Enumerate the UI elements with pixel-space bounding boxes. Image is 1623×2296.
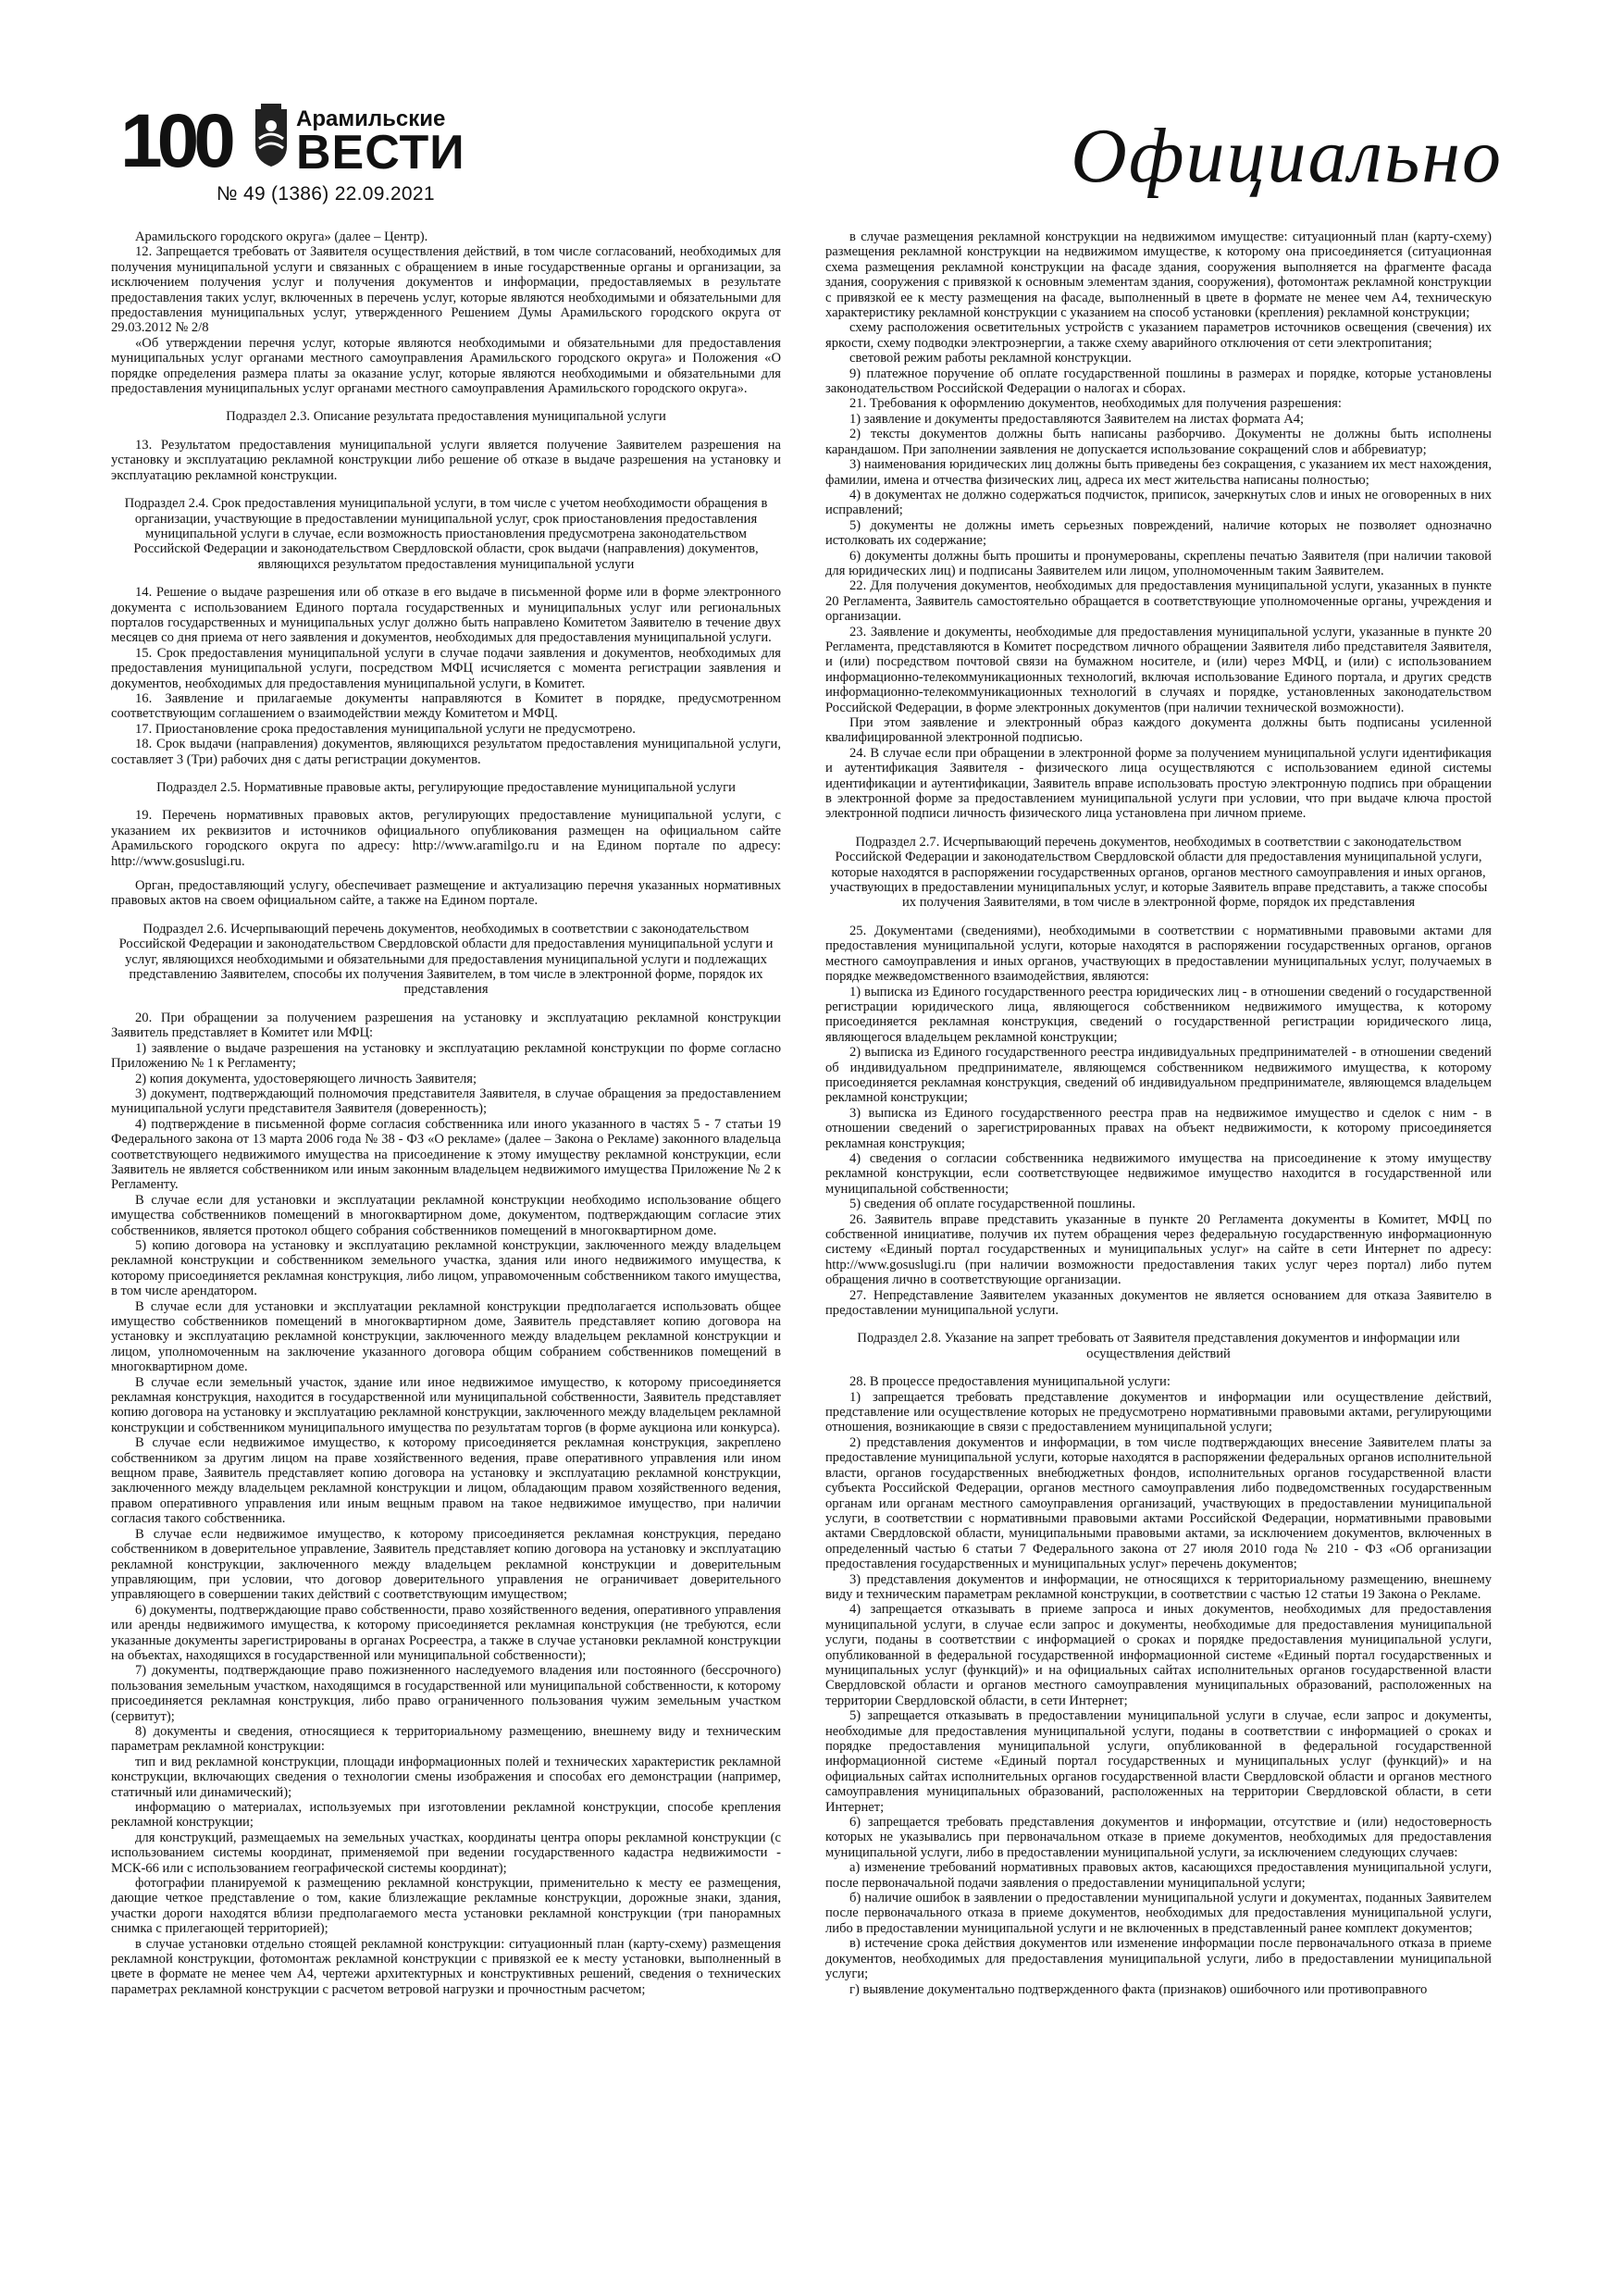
paragraph: 15. Срок предоставления муниципальной услуги в случае подачи заявления и документов, необходимых для предоставления муниципальной услуги, посредством МФЦ исчисляется с момента регистрации заявления и документов, необходимых для предоставления муниципальной услуги, в Комитет. [111, 645, 781, 691]
left-column [111, 230, 781, 1997]
paragraph: 27. Непредставление Заявителем указанных документов не является основанием для отказа Заявителю в предоставлении муниципальной услуги. [825, 1287, 1492, 1319]
paragraph: 2) копия документа, удостоверяющего личность Заявителя; [135, 1071, 477, 1086]
logo-bottom-text: ВЕСТИ [296, 126, 465, 180]
paragraph-gap [111, 869, 781, 878]
subsection-heading: Подраздел 2.3. Описание результата предоставления муниципальной услуги [226, 409, 666, 425]
paragraph: 6) запрещается требовать представления документов и информации, отсутствие и (или) недостоверность которых не указывались при первоначальном отказе в приеме документов, необходимых для предоставления муниципальной услуги, либо в предоставлении муниципальной услуги, за исключением следующих случаев: [825, 1815, 1492, 1860]
paragraph: 25. Документами (сведениями), необходимыми в соответствии с нормативными правовыми актами для предоставления муниципальной услуги, которые находятся в распоряжении государственных органов, органов местного самоуправления и иных органов, участвующих в предоставлении муниципальных услуг, получаемых в порядке межведомственного взаимодействия, являются: [825, 923, 1492, 985]
paragraph: 24. В случае если при обращении в электронной форме за получением муниципальной услуги идентификация и аутентификация Заявителя - физического лица осуществляются с использованием единой системы идентификации и аутентификации, Заявитель вправе использовать простую электронную подпись при обращении в электронной форме за предоставлением муниципальной услуги при условии, что при выдаче ключа простой электронной подписи личность физического лица установлена при личном приеме. [825, 745, 1492, 822]
paragraph: информацию о материалах, используемых при изготовлении рекламной конструкции, способе крепления рекламной конструкции; [111, 1800, 781, 1831]
logo-top-text: Арамильские [296, 106, 446, 131]
paragraph: В случае если для установки и эксплуатации рекламной конструкции необходимо использование общего имущества собственников помещений в многоквартирном доме, документом, подтверждающим согласие этих собственников, является протокол общего собрания собственников помещений в многоквартирном доме. [111, 1192, 781, 1238]
paragraph: а) изменение требований нормативных правовых актов, касающихся предоставления муниципальной услуги, после первоначальной подачи заявления о предоставлении муниципальной услуги; [825, 1860, 1492, 1891]
paragraph: в) истечение срока действия документов или изменение информации после первоначального отказа в приеме документов, необходимых для предоставления муниципальной услуги, либо в предоставлении муниципальной услуги; [825, 1936, 1492, 1982]
paragraph: 4) запрещается отказывать в приеме запроса и иных документов, необходимых для предоставления муниципальной услуги, в случае если запрос и документы, необходимые для предоставления муниципальной услуги, поданы в соответствии с информацией о сроках и порядке предоставления муниципальной услуги, опубликованной в федеральной государственной информационной системе «Единый портал государственных и муниципальных услуг (функций)» и на официальных сайтах исполнительных органов государственной власти Свердловской области и органов местного самоуправления муниципальных образований, расположенных на территории Свердловской области, в сети Интернет; [825, 1602, 1492, 1708]
paragraph: 14. Решение о выдаче разрешения или об отказе в его выдаче в письменной форме или в форме электронного документа с использованием Единого портала государственных и муниципальных услуг или региональных порталов государственных и муниципальных услуг должно быть направлено Комитетом Заявителю в течение двух месяцев со дня приема от него заявления и документов, необходимых для предоставления муниципальной услуги. [111, 585, 781, 646]
coat-of-arms-icon [255, 104, 287, 167]
paragraph: схему расположения осветительных устройств с указанием параметров источников освещения (свечения) их яркости, схему подводки электроэнергии, а также схему аварийного отключения от сети электропитания; [825, 320, 1492, 351]
paragraph: 1) выписка из Единого государственного реестра юридических лиц - в отношении сведений о государственной регистрации юридического лица, являющегося собственником недвижимого имущества, к которому присоединяется рекламная конструкция, сведений о государственной регистрации юридического лица, являющегося владельцем рекламной конструкции; [825, 984, 1492, 1045]
section-title: Официально [1071, 113, 1503, 199]
paragraph: 5) копию договора на установку и эксплуатацию рекламной конструкции, заключенного между владельцем рекламной конструкции и собственником земельного участка, здания или иного недвижимого имущества, к которому присоединяется рекламная конструкция, либо лицом, управомоченным собственником такого имущества, в том числе арендатором. [111, 1237, 781, 1299]
paragraph: 2) выписка из Единого государственного реестра индивидуальных предпринимателей - в отношении сведений об индивидуальном предпринимателе, являющемся собственником недвижимого имущества, к которому присоединяется рекламная конструкция, сведений об индивидуальном предпринимателе, являющемся владельцем рекламной конструкции; [825, 1045, 1492, 1106]
paragraph: 1) заявление и документы предоставляются Заявителем на листах формата А4; [849, 411, 1305, 427]
paragraph: В случае если недвижимое имущество, к которому присоединяется рекламная конструкция, закреплено собственником за другим лицом на праве хозяйственного ведения, праве оперативного управления или ином вещном праве, Заявитель представляет копию договора на установку и эксплуатацию рекламной конструкции, заключенного между владельцем рекламной конструкции и лицом, обладающим правом хозяйственного ведения, правом оперативного управления или иным вещным правом на такое недвижимое имущество, при наличии согласия такого собственника. [111, 1435, 781, 1527]
paragraph: 19. Перечень нормативных правовых актов, регулирующих предоставление муниципальной услуги, с указанием их реквизитов и источников официального опубликования размещен на официальном сайте Арамильского городского округа по адресу: http://www.aramilgo.ru и на Едином портале по адресу: http://www.gosuslugi.ru. [111, 808, 781, 869]
paragraph: в случае размещения рекламной конструкции на недвижимом имуществе: ситуационный план (карту-схему) размещения рекламной конструкции на недвижимом имуществе, к которому она присоединяется (ситуационная схема размещения рекламной конструкции на фасаде здания, сооружения выполняется на фрагменте фасада здания, сооружения с привязкой к основным элементам здания, сооружения), фотомонтаж рекламной конструкции с привязкой ее к месту размещения на фасаде, выполненный в цвете в формате не менее чем А4, техническую характеристику рекламной конструкции с указанием на способ установки (крепления) рекламной конструкции; [825, 230, 1492, 321]
paragraph: 12. Запрещается требовать от Заявителя осуществления действий, в том числе согласований, необходимых для получения муниципальной услуги и связанных с обращением в иные государственные органы и организации, за исключением получения услуг и получения документов и информации, предоставляемых в результате предоставления таких услуг, включенных в перечень услуг, которые являются необходимыми и обязательными для предоставления муниципальных услуг, утвержденного Решением Думы Арамильского городского округа от 29.03.2012 № 2/8 [111, 244, 781, 336]
paragraph: 18. Срок выдачи (направления) документов, являющихся результатом предоставления муниципальной услуги, составляет 3 (Три) рабочих дня с даты регистрации документов. [111, 737, 781, 767]
paragraph: 28. В процессе предоставления муниципальной услуги: [849, 1374, 1171, 1390]
paragraph: 3) выписка из Единого государственного реестра прав на недвижимое имущество и сделок с ним - в отношении сведений о зарегистрированных правах на объект недвижимости, к которому присоединяется рекламная конструкция; [825, 1105, 1492, 1151]
right-column [825, 230, 1492, 1997]
paragraph: в случае установки отдельно стоящей рекламной конструкции: ситуационный план (карту-схему) размещения рекламной конструкции, фотомонтаж рекламной конструкции с привязкой ее к месту установки, выполненный в цвете в формате не менее чем А4, чертежи архитектурных и конструктивных решений, сведения о технических параметрах рекламной конструкции с расчетом ветровой нагрузки и прочностным расчетом; [111, 1936, 781, 1997]
subsection-heading: Подраздел 2.7. Исчерпывающий перечень документов, необходимых в соответствии с законодательством Российской Федерации и законодательством Свердловской области для предоставления муниципальной услуги, которые находятся в распоряжении государственных органов, органов местного самоуправления и иных органов, участвующих в предоставлении муниципальных услуг, и которые Заявитель вправе представить, а также способы их получения Заявителями, в том числе в электронной форме, порядок их представления [829, 834, 1488, 911]
paragraph: В случае если для установки и эксплуатации рекламной конструкции предполагается использовать общее имущество собственников помещений в многоквартирном доме, Заявитель представляет копию договора на установку и эксплуатацию рекламной конструкции, заключенного между владельцем рекламной конструкции и лицом, уполномоченным на заключение указанного договора общим собранием собственников помещений в многоквартирном доме. [111, 1298, 781, 1375]
paragraph: «Об утверждении перечня услуг, которые являются необходимыми и обязательными для предоставления муниципальных услуг органами местного самоуправления Арамильского городского округа» и Положения «О порядке определения размера платы за оказание услуг, которые являются необходимыми и обязательными для предоставления муниципальных услуг органами местного самоуправления Арамильского городского округа». [111, 335, 781, 397]
paragraph: 6) документы должны быть прошиты и пронумерованы, скреплены печатью Заявителя (при наличии таковой для юридических лиц) и подписаны Заявителем или лицом, уполномоченным таким Заявителем. [825, 548, 1492, 578]
paragraph: 3) документ, подтверждающий полномочия представителя Заявителя, в случае обращения за предоставлением муниципальной услуги представителя Заявителя (доверенность); [111, 1086, 781, 1117]
paragraph: 2) тексты документов должны быть написаны разборчиво. Документы не должны быть исполнены карандашом. При заполнении заявления не допускается использование сокращений слов и аббревиатур; [825, 427, 1492, 457]
paragraph: Орган, предоставляющий услугу, обеспечивает размещение и актуализацию перечня указанных нормативных правовых актов на своем официальном сайте, а также на Едином портале. [111, 878, 781, 909]
paragraph: б) наличие ошибок в заявлении о предоставлении муниципальной услуги и документах, поданных Заявителем после первоначального отказа в приеме документов, необходимых для предоставления муниципальной услуги, либо в предоставлении муниципальной услуги и не включенных в представленный ранее комплект документов; [825, 1891, 1492, 1936]
paragraph: 4) сведения о согласии собственника недвижимого имущества на присоединение к этому имуществу рекламной конструкции, если соответствующее недвижимое имущество находится в государственной или муниципальной собственности; [825, 1150, 1492, 1197]
subsection-heading: Подраздел 2.6. Исчерпывающий перечень документов, необходимых в соответствии с законодательством Российской Федерации и законодательством Свердловской области для предоставления муниципальной услуги и услуг, являющихся необходимыми и обязательными для предоставления муниципальной услуги и подлежащих представлению Заявителем, способы их получения Заявителем, в том числе в электронной форме, порядок их представления [118, 921, 774, 998]
paragraph: 6) документы, подтверждающие право собственности, право хозяйственного ведения, оперативного управления или аренды недвижимого имущества, к которому присоединяется рекламная конструкция (не требуются, если указанные документы зарегистрированы в органах Росреестра, а также в случае установки рекламной конструкции на объектах, находящихся в государственной или муниципальной собственности); [111, 1602, 781, 1663]
paragraph: 20. При обращении за получением разрешения на установку и эксплуатацию рекламной конструкции Заявитель представляет в Комитет или МФЦ: [111, 1010, 781, 1041]
paragraph: г) выявление документально подтвержденного факта (признаков) ошибочного или противоправного [849, 1981, 1428, 1997]
paragraph: 23. Заявление и документы, необходимые для предоставления муниципальной услуги, указанные в пункте 20 Регламента, представляются в Комитет посредством личного обращении Заявителя либо представителя Заявителя, и (или) посредством почтовой связи на бумажном носителе, и (или) через МФЦ, и (или) с использованием информационно-телекоммуникационных технологий, включая использование Единого портала, и других средств информационно-телекоммуникационных технологий в случаях и порядке, установленных законодательством Российской Федерации, в форме электронных документов (при наличии технической возможности). [825, 624, 1492, 715]
paragraph: При этом заявление и электронный образ каждого документа должны быть подписаны усиленной квалифицированной электронной подписью. [825, 715, 1492, 746]
paragraph: 1) запрещается требовать представление документов и информации или осуществление действий, представление или осуществление которых не предусмотрено нормативными правовыми актами, регулирующими отношения, возникающие в связи с предоставлением муниципальной услуги; [825, 1389, 1492, 1435]
paragraph: 13. Результатом предоставления муниципальной услуги является получение Заявителем разрешения на установку и эксплуатацию рекламной конструкции либо решение об отказе в выдаче разрешения на установку и эксплуатацию рекламной конструкции. [111, 437, 781, 483]
paragraph: Арамильского городского округа» (далее – Центр). [135, 230, 428, 244]
paragraph: 3) наименования юридических лиц должны быть приведены без сокращения, с указанием их мест нахождения, фамилии, имена и отчества физических лиц, адреса их мест жительства написаны полностью; [825, 457, 1492, 488]
subsection-heading: Подраздел 2.8. Указание на запрет требовать от Заявителя представления документов и информации или осуществления действий [857, 1331, 1460, 1361]
paragraph: 3) представления документов и информации, не относящихся к территориальному размещению, внешнему виду и техническим параметрам рекламной конструкции, в соответствии с частью 12 статьи 19 Закона о Рекламе. [825, 1571, 1492, 1602]
paragraph: 22. Для получения документов, необходимых для предоставления муниципальной услуги, указанных в пункте 20 Регламента, Заявитель самостоятельно обращается в соответствующие уполномоченные органы, учреждения и организации. [825, 578, 1492, 625]
paragraph: 17. Приостановление срока предоставления муниципальной услуги не предусмотрено. [135, 721, 636, 737]
paragraph: 21. Требования к оформлению документов, необходимых для получения разрешения: [849, 396, 1342, 412]
paragraph: фотографии планируемой к размещению рекламной конструкции, применительно к месту ее размещения, дающие четкое представление о том, какие близлежащие рекламные конструкции, дорожные знаки, здания, участки дороги находятся вблизи предполагаемого места установки рекламной конструкции (три панорамных снимка с прилегающей территорией); [111, 1876, 781, 1937]
paragraph: 9) платежное поручение об оплате государственной пошлины в размерах и порядке, которые установлены законодательством Российской Федерации о налогах и сборах. [825, 366, 1492, 397]
paragraph: 7) документы, подтверждающие право пожизненного наследуемого владения или постоянного (бессрочного) пользования земельным участком, находящимся в государственной или муниципальной собственности, к которому присоединяется рекламная конструкция, либо право ограниченного пользования чужим земельным участком (сервитут); [111, 1663, 781, 1724]
paragraph: 4) подтверждение в письменной форме согласия собственника или иного указанного в частях 5 - 7 статьи 19 Федерального закона от 13 марта 2006 года № 38 - ФЗ «О рекламе» (далее – Закона о Рекламе) законного владельца соответствующего недвижимого имущества на присоединение к этому имуществу рекламной конструкции, если Заявитель не является собственником или иным законным владельцем недвижимого имущества Приложение № 2 к Регламенту. [111, 1116, 781, 1193]
paragraph: световой режим работы рекламной конструкции. [849, 351, 1132, 366]
subsection-heading: Подраздел 2.5. Нормативные правовые акты, регулирующие предоставление муниципальной услуги [156, 780, 736, 795]
paragraph: для конструкций, размещаемых на земельных участках, координаты центра опоры рекламной конструкции (с использованием системы координат, применяемой при ведении государственного кадастра недвижимости - МСК-66 или с использованием географической системы координат); [111, 1830, 781, 1876]
paragraph: 1) заявление о выдаче разрешения на установку и эксплуатацию рекламной конструкции по форме согласно Приложению № 1 к Регламенту; [111, 1040, 781, 1072]
paragraph: В случае если земельный участок, здание или иное недвижимое имущество, к которому присоединяется рекламная конструкция, находится в государственной или муниципальной собственности, Заявитель представляет копию договора на установку и эксплуатацию рекламной конструкции, заключенного между владельцем рекламной конструкции и собственником муниципального имущества по результатам торгов (в форме аукциона или конкурса). [111, 1374, 781, 1435]
paragraph: 5) документы не должны иметь серьезных повреждений, наличие которых не позволяет однозначно истолковать их содержание; [825, 517, 1492, 549]
logo-number: 100 [120, 102, 230, 183]
paragraph: 5) сведения об оплате государственной пошлины. [849, 1197, 1135, 1212]
paragraph: 5) запрещается отказывать в предоставлении муниципальной услуги в случае, если запрос и документы, необходимые для предоставления муниципальной услуги, поданы в соответствии с информацией о сроках и порядке предоставления муниципальной услуги, опубликованной в федеральной государственной информационной системе «Единый портал государственных и муниципальных услуг (функций)» и на официальных сайтах исполнительных органов государственной власти Свердловской области и органов местного самоуправления муниципальных образований, расположенных на территории Свердловской области, в сети Интернет; [825, 1708, 1492, 1815]
subsection-heading: Подраздел 2.4. Срок предоставления муниципальной услуги, в том числе с учетом необходимости обращения в организации, участвующие в предоставлении муниципальной услуг, срок приостановления предоставления муниципальной услуги в случае, если возможность приостановления предусмотрена законодательством Российской Федерации и законодательством Свердловской области, срок выдачи (направления) документов, являющихся результатом предоставления муниципальной услуги [124, 496, 768, 572]
paragraph: 2) представления документов и информации, в том числе подтверждающих внесение Заявителем платы за предоставление муниципальной услуги, которые находятся в распоряжении федеральных органов исполнительной власти, органов государственных внебюджетных фондов, исполнительных органов государственной власти субъекта Российской Федерации, органов местного самоуправления либо подведомственных государственным органам или органам местного самоуправления организаций, участвующих в предоставлении муниципальной услуги, в соответствии с нормативными правовыми актами Российской Федерации, нормативными правовыми актами Свердловской области, муниципальными правовыми актами, за исключением документов, включенных в определенный частью 6 статьи 7 Федерального закона от 27 июля 2010 года № 210 - ФЗ «Об организации предоставления государственных и муниципальных услуг» перечень документов; [825, 1434, 1492, 1572]
paragraph: 16. Заявление и прилагаемые документы направляются в Комитет в порядке, предусмотренном соответствующим соглашением о взаимодействии между Комитетом и МФЦ. [111, 690, 781, 722]
paragraph: тип и вид рекламной конструкции, площади информационных полей и технических характеристик рекламной конструкции, включающих сведения о технологии смены изображения и способах его демонстрации (например, статичный или динамический); [111, 1754, 781, 1800]
paragraph: В случае если недвижимое имущество, к которому присоединяется рекламная конструкция, передано собственником в доверительное управление, Заявитель представляет копию договора на установку и эксплуатацию рекламной конструкции, заключенного между владельцем рекламной конструкции и доверительным управляющим, при условии, что договор доверительного управления не ограничивает доверительного управляющего в совершении таких действий с соответствующим имуществом; [111, 1526, 781, 1603]
paragraph: 26. Заявитель вправе представить указанные в пункте 20 Регламента документы в Комитет, МФЦ по собственной инициативе, получив их путем обращения через федеральную государственную информационную систему «Единый портал государственных и муниципальных услуг» на сайте в сети Интернет по адресу: http://www.gosuslugi.ru (при наличии возможности предоставления таких услуг через портал) либо путем обращения лично в соответствующие организации. [825, 1211, 1492, 1288]
paragraph: 8) документы и сведения, относящиеся к территориальному размещению, внешнему виду и техническим параметрам рекламной конструкции: [111, 1723, 781, 1755]
issue-number-date: № 49 (1386) 22.09.2021 [217, 183, 435, 205]
paragraph: 4) в документах не должно содержаться подчисток, приписок, зачеркнутых слов и иных не оговоренных в них исправлений; [825, 487, 1492, 518]
